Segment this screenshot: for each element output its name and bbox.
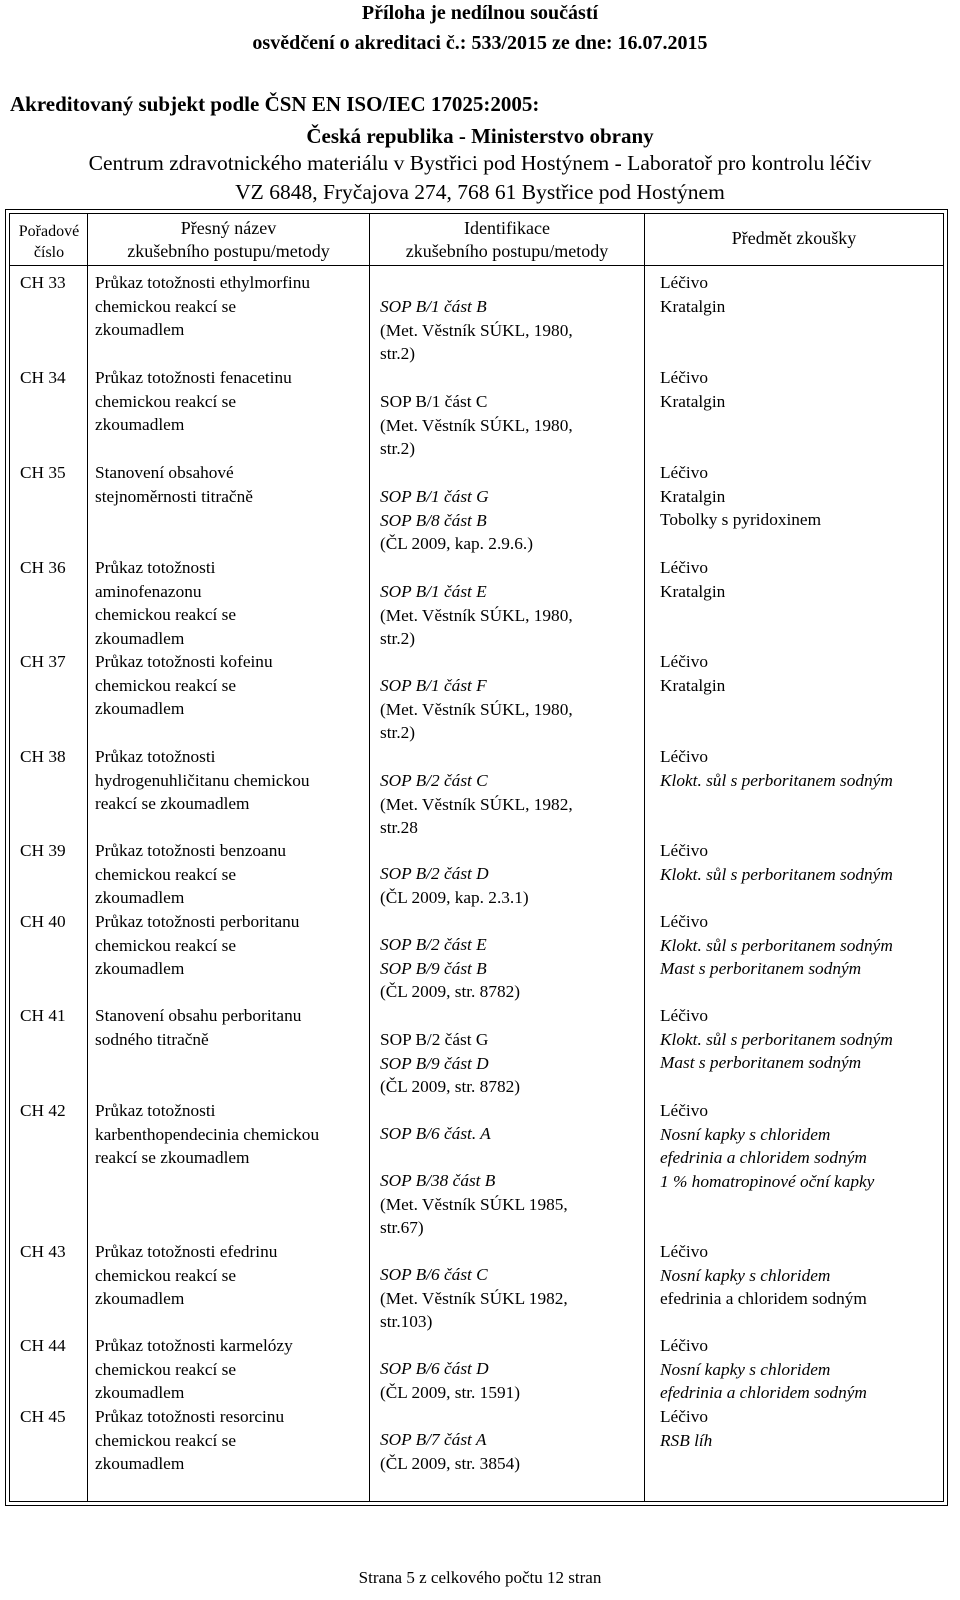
column-divider	[87, 214, 88, 1501]
procedure-identification: SOP B/2 část E SOP B/9 část B (ČL 2009, str. 8782)	[380, 935, 521, 1002]
procedure-name: Průkaz totožnosti hydrogenuhličitanu chemickou reakcí se zkoumadlem	[95, 747, 310, 814]
annex-title: Příloha je nedílnou součástí	[361, 2, 599, 24]
row-number: CH 42	[20, 1101, 66, 1120]
test-subject: Léčivo Nosní kapky s chloridem efedrinia a chloridem sodným	[660, 1336, 867, 1403]
test-subject: Léčivo Nosní kapky s chloridem efedrinia a chloridem sodným 1 % homatropinové oční kapky	[660, 1101, 875, 1191]
organization-name: Česká republika - Ministerstvo obrany	[306, 124, 654, 148]
test-subject: Léčivo Kratalgin	[660, 273, 726, 316]
page-footer: Strana 5 z celkového počtu 12 stran	[358, 1568, 602, 1587]
row-number: CH 44	[20, 1336, 66, 1355]
test-subject: Léčivo Kratalgin	[660, 652, 726, 695]
test-subject: Léčivo Kratalgin	[660, 558, 726, 601]
laboratory-address: VZ 6848, Fryčajova 274, 768 61 Bystřice pod Hostýnem	[235, 180, 725, 204]
row-number: CH 33	[20, 273, 66, 292]
procedure-identification: SOP B/6 část. A SOP B/38 část B (Met. Věstník SÚKL 1985, str.67)	[380, 1124, 568, 1238]
procedure-identification: SOP B/2 část D (ČL 2009, kap. 2.3.1)	[380, 864, 529, 907]
procedure-identification: SOP B/6 část C (Met. Věstník SÚKL 1982, str.103)	[380, 1265, 568, 1332]
column-header-subject: Předmět zkoušky	[731, 228, 857, 248]
row-number: CH 38	[20, 747, 66, 766]
row-number: CH 36	[20, 558, 66, 577]
procedure-name: Průkaz totožnosti ethylmorfinu chemickou reakcí se zkoumadlem	[95, 273, 311, 340]
procedure-name: Průkaz totožnosti aminofenazonu chemickou reakcí se zkoumadlem	[95, 558, 237, 648]
test-subject: Léčivo Kratalgin Tobolky s pyridoxinem	[660, 463, 822, 530]
test-subject: Léčivo RSB líh	[660, 1407, 713, 1450]
procedure-identification: SOP B/2 část C (Met. Věstník SÚKL, 1982, str.28	[380, 771, 573, 838]
test-subject: Léčivo Kratalgin	[660, 368, 726, 411]
procedure-name: Stanovení obsahové stejnoměrnosti titračně	[95, 463, 253, 506]
test-subject: Léčivo Klokt. sůl s perboritanem sodným	[660, 747, 893, 790]
procedure-name: Průkaz totožnosti perboritanu chemickou reakcí se zkoumadlem	[95, 912, 300, 979]
certificate-reference: osvědčení o akreditaci č.: 533/2015 ze dne: 16.07.2015	[252, 32, 708, 54]
column-header-procedure: Přesný název zkušebního postupu/metody	[127, 218, 330, 261]
procedure-identification: SOP B/6 část D (ČL 2009, str. 1591)	[380, 1359, 521, 1402]
procedure-name: Průkaz totožnosti karbenthopendecinia chemickou reakcí se zkoumadlem	[95, 1101, 320, 1168]
procedure-name: Průkaz totožnosti efedrinu chemickou reakcí se zkoumadlem	[95, 1242, 278, 1309]
procedure-name: Průkaz totožnosti kofeinu chemickou reakcí se zkoumadlem	[95, 652, 273, 719]
procedure-identification: SOP B/1 část G SOP B/8 část B (ČL 2009, kap. 2.9.6.)	[380, 487, 533, 554]
row-number: CH 39	[20, 841, 66, 860]
column-header-number: Pořadové číslo	[18, 223, 80, 261]
accredited-subject-heading: Akreditovaný subjekt podle ČSN EN ISO/IEC 17025:2005:	[10, 92, 540, 116]
procedure-identification: SOP B/1 část B (Met. Věstník SÚKL, 1980, str.2)	[380, 297, 573, 364]
row-number: CH 35	[20, 463, 66, 482]
procedure-identification: SOP B/1 část F (Met. Věstník SÚKL, 1980, str.2)	[380, 676, 573, 743]
procedure-name: Průkaz totožnosti benzoanu chemickou reakcí se zkoumadlem	[95, 841, 287, 908]
row-number: CH 37	[20, 652, 66, 671]
procedure-identification: SOP B/2 část G SOP B/9 část D (ČL 2009, str. 8782)	[380, 1030, 521, 1097]
procedure-identification: SOP B/7 část A (ČL 2009, str. 3854)	[380, 1430, 521, 1473]
row-number: CH 40	[20, 912, 66, 931]
procedure-identification: SOP B/1 část C (Met. Věstník SÚKL, 1980, str.2)	[380, 392, 573, 459]
procedure-identification: SOP B/1 část E (Met. Věstník SÚKL, 1980, str.2)	[380, 582, 573, 649]
column-divider	[644, 214, 645, 1501]
laboratory-name: Centrum zdravotnického materiálu v Bystřici pod Hostýnem - Laboratoř pro kontrolu léčiv	[88, 151, 872, 175]
test-subject: Léčivo Klokt. sůl s perboritanem sodným Mast s perboritanem sodným	[660, 1006, 893, 1073]
header-divider	[10, 265, 943, 266]
row-number: CH 41	[20, 1006, 66, 1025]
procedure-name: Průkaz totožnosti fenacetinu chemickou reakcí se zkoumadlem	[95, 368, 292, 435]
procedure-name: Stanovení obsahu perboritanu sodného titračně	[95, 1006, 302, 1049]
row-number: CH 43	[20, 1242, 66, 1261]
procedure-name: Průkaz totožnosti karmelózy chemickou reakcí se zkoumadlem	[95, 1336, 293, 1403]
test-subject: Léčivo Klokt. sůl s perboritanem sodným	[660, 841, 893, 884]
column-header-identification: Identifikace zkušebního postupu/metody	[405, 218, 609, 261]
procedure-name: Průkaz totožnosti resorcinu chemickou reakcí se zkoumadlem	[95, 1407, 285, 1474]
row-number: CH 45	[20, 1407, 66, 1426]
test-subject: Léčivo Klokt. sůl s perboritanem sodným Mast s perboritanem sodným	[660, 912, 893, 979]
row-number: CH 34	[20, 368, 66, 387]
test-subject: Léčivo Nosní kapky s chloridem efedrinia a chloridem sodným	[660, 1242, 867, 1309]
